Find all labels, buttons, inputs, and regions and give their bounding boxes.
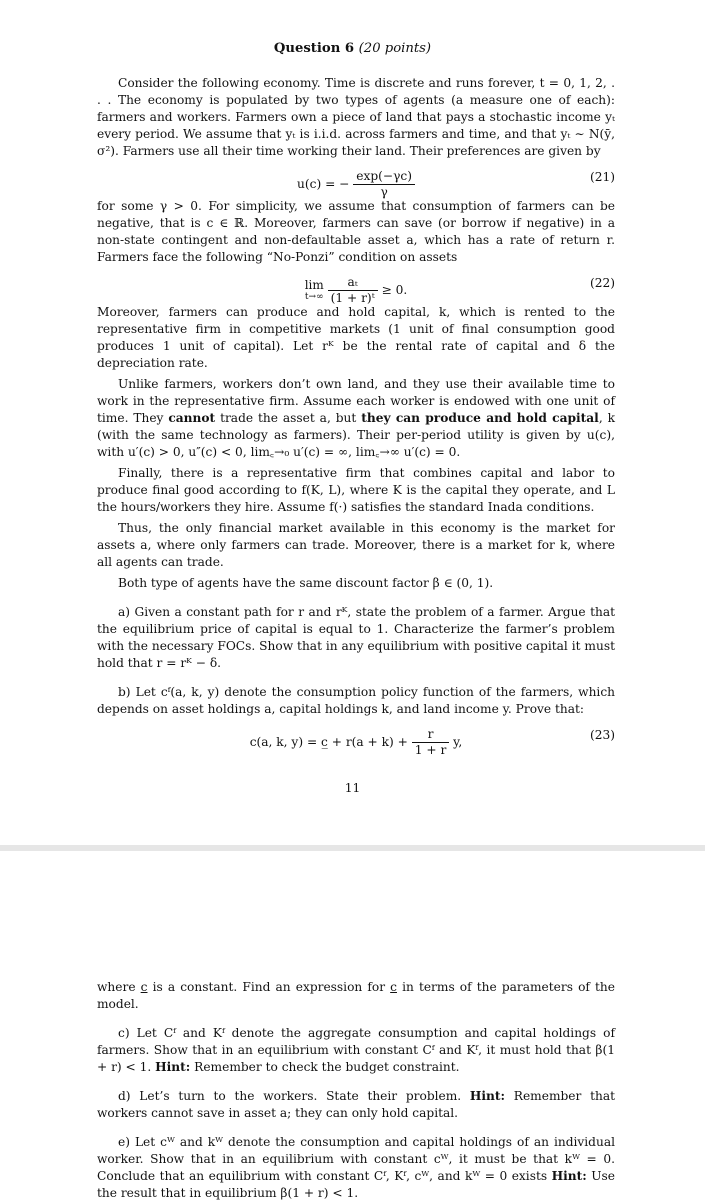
eq23-numerator: r xyxy=(412,727,450,743)
part-a: a) Given a constant path for r and rᴷ, state the problem of a farmer. Argue that the equilibrium price of capital is equal to 1. Characterize the farmer’s problem with the necessary FOCs. Show that in any equilibrium with positive capital it must hold that r = rᴷ − δ. xyxy=(97,605,615,670)
eq21-lhs: u(c) = − xyxy=(297,177,350,191)
eq23-lhs: c(a, k, y) = c̲ + r(a + k) + xyxy=(249,735,408,749)
eq21-fraction xyxy=(353,169,415,200)
eq22-lim: lim xyxy=(304,278,324,292)
eq22-rhs: ≥ 0. xyxy=(381,283,408,297)
part-d-hint-label: Hint: xyxy=(469,1089,506,1103)
intro-paragraph-1: Consider the following economy. Time is discrete and runs forever, t = 0, 1, 2, . . . The economy is populated by two types of agents (a measure one of each): farmers and workers. Farmers own a piece of land that pays a stochastic income yₜ every period. We assume that yₜ is i.i.d. across farmers and time, and that yₜ ∼ N(ȳ, σ²). Farmers use all their time working their land. Their preferences are given by xyxy=(97,76,615,158)
part-d-text: d) Let’s turn to the workers. State their problem. xyxy=(118,1089,470,1103)
question-points: (20 points) xyxy=(358,41,432,56)
question-title-text: Question 6 xyxy=(273,41,355,56)
equation-23 xyxy=(97,718,615,756)
p4-text-a: Unlike farmers, workers don’t own land, and they use their available time to work in the representative firm. Assume each worker is endowed with one unit of time. They xyxy=(97,377,615,425)
page-number: 11 xyxy=(344,781,361,795)
part-e-text: e) Let cᵂ and kᵂ denote the consumption and capital holdings of an individual worker. Show that in an equilibrium with constant cᵂ, it must be that kᵂ = 0. Conclude that an equilibrium with constant Cᶠ, Kᶠ, cᵂ, and kᵂ = 0 exists xyxy=(97,1135,615,1183)
part-c-hint-label: Hint: xyxy=(155,1060,191,1074)
intro-paragraph-5: Finally, there is a representative firm that combines capital and labor to produce final good according to f(K, L), where K is the capital they operate, and L the hours/workers they hire. Assume f(·) satisfies the standard Inada conditions. xyxy=(97,466,615,514)
part-c xyxy=(97,1025,615,1076)
b-cont-b: is a constant. Find an expression for xyxy=(147,980,391,994)
c-underbar-2: c xyxy=(390,980,397,994)
eq22-label: (22) xyxy=(589,276,615,290)
b-cont-a: where xyxy=(97,980,141,994)
main-column xyxy=(97,75,615,756)
eq21-denominator: γ xyxy=(380,185,388,199)
intro-paragraph-4 xyxy=(97,376,615,461)
part-d xyxy=(97,1088,615,1122)
eq22-numerator: aₜ xyxy=(328,275,378,291)
part-e xyxy=(97,1134,615,1202)
continuation-column xyxy=(97,979,615,1202)
eq22-denominator: (1 + r)ᵗ xyxy=(330,291,375,305)
p4-bold-capital: they can produce and hold capital xyxy=(361,411,599,425)
eq22-sub: t→∞ xyxy=(304,292,324,302)
equation-21 xyxy=(97,160,615,198)
part-e-hint-label: Hint: xyxy=(551,1169,587,1183)
part-b: b) Let cᶠ(a, k, y) denote the consumption policy function of the farmers, which depends on asset holdings a, capital holdings k, and land income y. Prove that: xyxy=(97,685,615,716)
eq22-fraction xyxy=(328,275,378,306)
intro-paragraph-3: Moreover, farmers can produce and hold capital, k, which is rented to the representative firm in competitive markets (1 unit of final consumption good produces 1 unit of capital). Let rᴷ be the rental rate of capital and δ the depreciation rate. xyxy=(97,305,615,370)
p4-text-b: trade the asset a, but xyxy=(215,411,362,425)
c-underbar-1: c xyxy=(140,980,148,994)
p4-bold-cannot: cannot xyxy=(168,411,216,425)
eq21-label: (21) xyxy=(589,170,615,184)
part-c-text: c) Let Cᶠ and Kᶠ denote the aggregate consumption and capital holdings of farmers. Show that in an equilibrium with constant Cᶠ and Kᶠ, it must hold that β(1 + r) < 1. xyxy=(97,1026,615,1074)
equation-22 xyxy=(97,266,615,304)
page-12 xyxy=(0,851,705,1200)
eq23-rhs: y, xyxy=(453,735,463,749)
part-d-hint-text: Remember that workers cannot save in asset a; they can only hold capital. xyxy=(97,1089,615,1120)
intro-paragraph-2: for some γ > 0. For simplicity, we assume that consumption of farmers can be negative, that is c ∈ ℝ. Moreover, farmers can save (or borrow if negative) in a non-state contingent and non-defaultable asset a, which has a rate of return r. Farmers face the following “No-Ponzi” condition on assets xyxy=(97,199,615,264)
intro-paragraph-6: Thus, the only financial market available in this economy is the market for assets a, where only farmers can trade. Moreover, there is a market for k, where all agents can trade. xyxy=(97,521,615,569)
eq23-fraction xyxy=(412,727,450,758)
p4-text-c: , k (with the same technology as farmers). Their per-period utility is given by u(c), with u′(c) > 0, u″(c) < 0, lim꜀→₀ u′(c) = ∞, lim꜀→∞ u′(c) = 0. xyxy=(97,411,615,459)
b-cont-d: in terms of the parameters of the model. xyxy=(97,980,615,1011)
eq22-limit xyxy=(305,279,324,302)
question-title xyxy=(0,41,705,56)
part-c-hint-text: Remember to check the budget constraint. xyxy=(190,1060,460,1074)
part-e-hint-text: Use the result that in equilibrium β(1 + r) < 1. xyxy=(97,1169,615,1200)
part-b-continuation xyxy=(97,979,615,1013)
eq21-numerator: exp(−γc) xyxy=(353,169,415,185)
eq23-label: (23) xyxy=(589,728,615,742)
eq23-denominator: 1 + r xyxy=(414,743,447,757)
intro-paragraph-7: Both type of agents have the same discount factor β ∈ (0, 1). xyxy=(118,576,494,590)
